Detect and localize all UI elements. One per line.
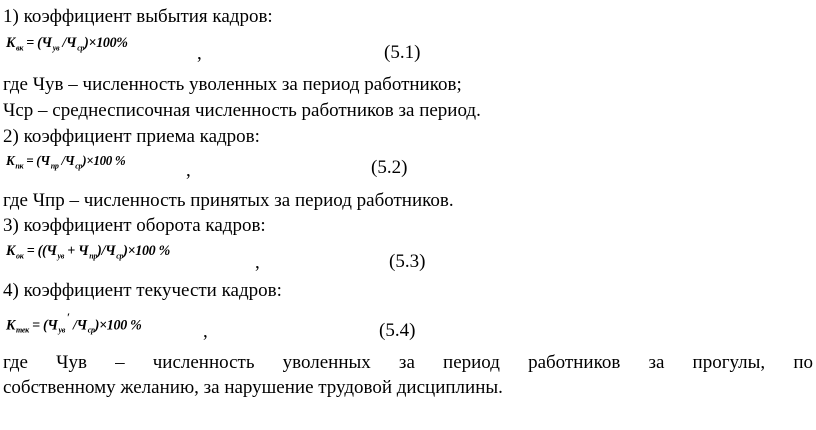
formula-comma-3: , [255, 252, 260, 273]
note-2-a: где Чпр – численность принятых за период работников. [3, 190, 454, 211]
note-4-b: собственному желанию, за нарушение трудовой дисциплины. [3, 377, 503, 398]
note-1-a: где Чув – численность уволенных за период работников; [3, 74, 462, 95]
equation-number-5-1: (5.1) [384, 42, 421, 63]
note-1-b: Чср – среднесписочная численность работников за период. [3, 100, 481, 121]
equation-number-5-4: (5.4) [379, 320, 416, 341]
formula-5-1: $K_{вк} = (Ч_{ув}$ $/Ч_{ср})\times 100\%$ [6, 35, 128, 53]
formula-5-3: $K_{ок} = ((Ч_{ув} + Ч_{пр})/Ч_{ср})\times 100$ % [6, 243, 170, 261]
equation-number-5-2: (5.2) [371, 157, 408, 178]
note-4-a: где Чув – численность уволенных за период работников за прогулы, по [3, 352, 813, 373]
heading-2: 2) коэффициент приема кадров: [3, 126, 260, 147]
heading-3: 3) коэффициент оборота кадров: [3, 215, 266, 236]
formula-comma-1: , [197, 43, 202, 64]
formula-comma-2: , [186, 160, 191, 181]
formula-5-2: $K_{пк} = (Ч_{пр}$ $/Ч_{ср})\times 100$ % [6, 152, 126, 171]
formula-5-4: $K_{тек} = (Ч_{ув}'$ $/Ч_{ср})\times 100$ % [6, 311, 142, 335]
equation-number-5-3: (5.3) [389, 251, 426, 272]
heading-4: 4) коэффициент текучести кадров: [3, 280, 282, 301]
formula-comma-4: , [203, 321, 208, 342]
heading-1: 1) коэффициент выбытия кадров: [3, 6, 273, 27]
